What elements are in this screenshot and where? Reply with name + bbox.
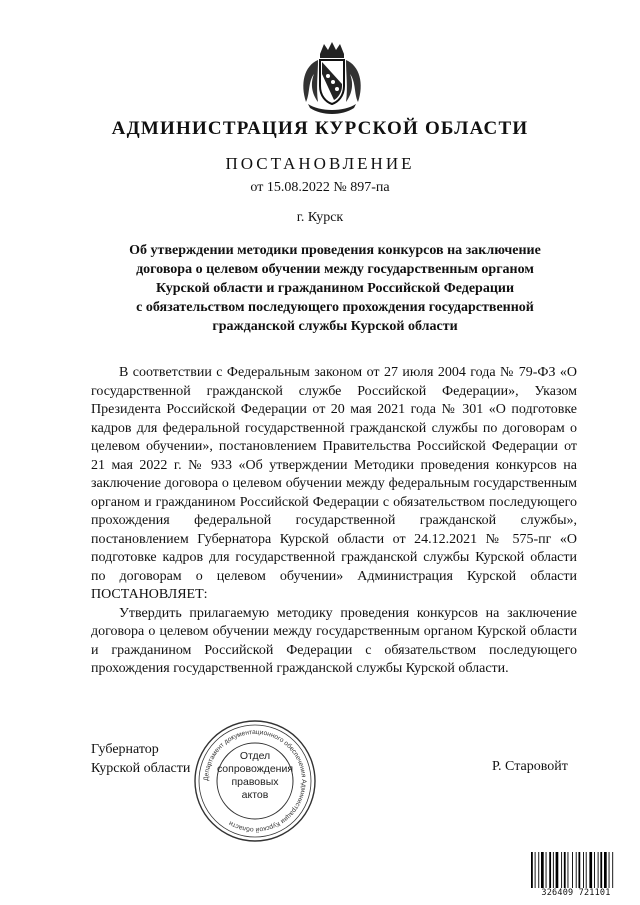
stamp-line: правовых bbox=[231, 776, 279, 788]
barcode-bar bbox=[576, 852, 577, 888]
subject-line: с обязательством последующего прохождения государственной bbox=[136, 300, 534, 315]
signer-title-line: Губернатор bbox=[91, 742, 159, 757]
barcode-bar bbox=[535, 852, 536, 888]
body-paragraph: Утвердить прилагаемую методику проведения конкурсов на заключение договора о целевом обучении между государственным органом Курской области и гражданином Российской Федерации с обязательством последующего прохождения государственной гражданской службы Курской области. bbox=[91, 605, 577, 676]
coat-of-arms-icon bbox=[296, 40, 368, 116]
organization-title: АДМИНИСТРАЦИЯ КУРСКОЙ ОБЛАСТИ bbox=[111, 118, 529, 139]
signer-title bbox=[91, 740, 190, 778]
subject-line: гражданской службы Курской области bbox=[212, 319, 458, 334]
barcode-icon bbox=[530, 852, 622, 888]
barcode-bar bbox=[600, 852, 602, 888]
barcode-bar bbox=[598, 852, 599, 888]
stamp-center-text bbox=[192, 750, 318, 802]
barcode-bar bbox=[561, 852, 562, 888]
document-subject bbox=[90, 241, 580, 336]
barcode-bar bbox=[538, 852, 539, 888]
barcode-bar bbox=[541, 852, 544, 888]
document-date-number: от 15.08.2022 № 897-па bbox=[250, 180, 390, 195]
barcode bbox=[530, 852, 622, 900]
body-paragraph: В соответствии с Федеральным законом от 27 июля 2004 года № 79-ФЗ «О государственной гражданской службе Российской Федерации», Указом Президента Российской Федерации от 20 мая 2021 года № 301 «О подготовке кадров для федеральной государственной гражданской службы по договорам о целевом обучении», постановлением Правительства Российской Федерации от 21 мая 2022 г. № 933 «Об утверждении Методики проведения конкурсов на заключение договора о целевом обучении между федеральным государственным органом и гражданином Российской Федерации с обязательством последующего прохождения федеральной государственной гражданской службы», постановлением Губернатора Курской области от 24.12.2021 № 575-пг «О подготовке кадров для государственной гражданской службы Курской области по договорам о целевом обучении» Администрация Курской области ПОСТАНОВЛЯЕТ: bbox=[91, 365, 577, 602]
stamp-line: Отдел bbox=[239, 750, 271, 762]
barcode-bar bbox=[556, 852, 559, 888]
subject-line: Об утверждении методики проведения конкурсов на заключение bbox=[129, 243, 541, 258]
barcode-bar bbox=[578, 852, 580, 888]
barcode-bar bbox=[531, 852, 533, 888]
signer-title-line: Курской области bbox=[91, 761, 191, 776]
barcode-bar bbox=[572, 852, 573, 888]
stamp-line: актов bbox=[241, 789, 269, 801]
barcode-bar bbox=[546, 852, 547, 888]
stamp-line: сопровождения bbox=[216, 763, 294, 775]
barcode-bar bbox=[586, 852, 587, 888]
barcode-bar bbox=[604, 852, 607, 888]
subject-line: Курской области и гражданином Российской Федерации bbox=[155, 281, 515, 296]
barcode-number: 326409 721101 bbox=[541, 888, 611, 898]
barcode-bar bbox=[568, 852, 569, 888]
barcode-bar bbox=[589, 852, 592, 888]
barcode-bar bbox=[594, 852, 595, 888]
subject-line: договора о целевом обучении между государственным органом bbox=[136, 262, 534, 277]
document-type: ПОСТАНОВЛЕНИЕ bbox=[225, 154, 415, 173]
barcode-bar bbox=[553, 852, 554, 888]
barcode-bar bbox=[612, 852, 613, 888]
signer-name: Р. Старовойт bbox=[492, 759, 568, 774]
barcode-bar bbox=[583, 852, 584, 888]
barcode-bar bbox=[609, 852, 610, 888]
document-body bbox=[91, 364, 577, 679]
barcode-bar bbox=[564, 852, 566, 888]
stamp-ring-text: Департамент документационного обеспечения Администрации Курской области bbox=[202, 728, 308, 834]
barcode-bar bbox=[549, 852, 551, 888]
document-city: г. Курск bbox=[296, 210, 344, 225]
